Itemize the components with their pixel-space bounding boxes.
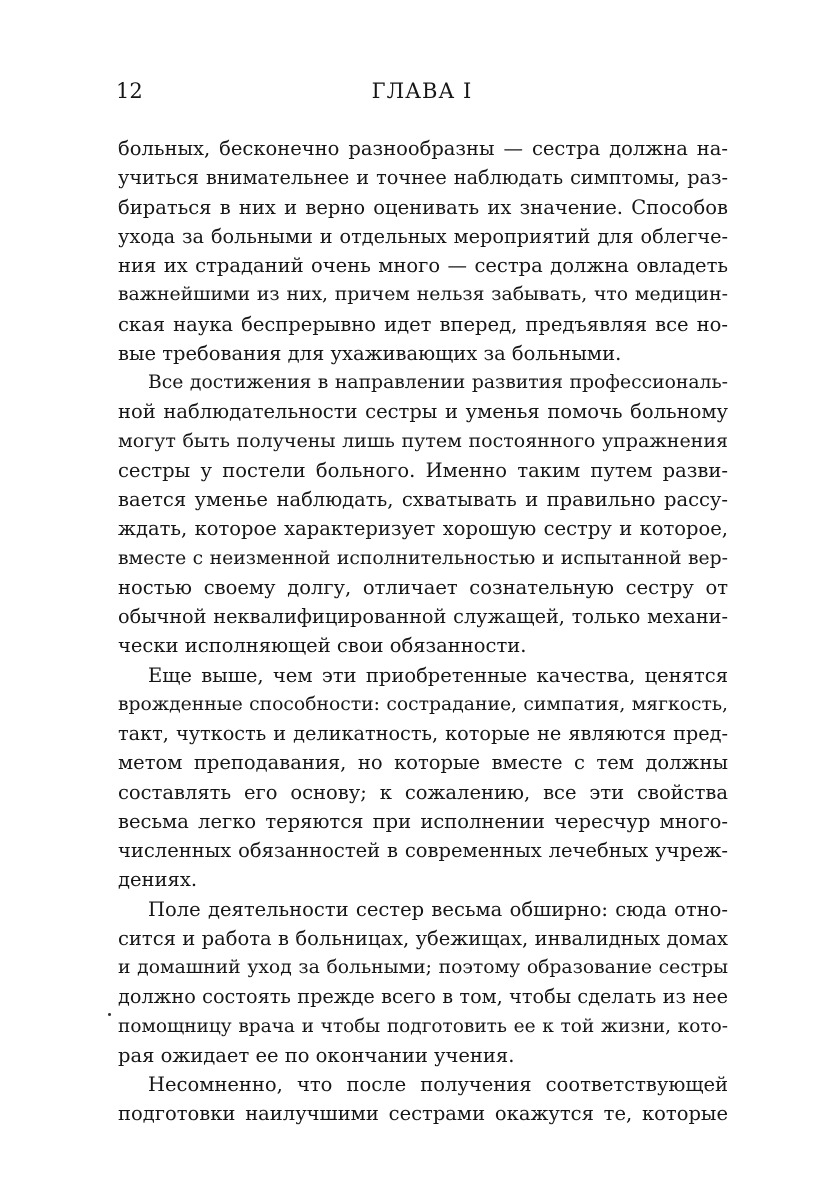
paragraph-5 — [118, 1070, 728, 1129]
text-line: больных, бесконечно разнообразны — сестра должна на- — [118, 137, 728, 160]
text-line: составлять его основу; к сожалению, все эти свойства — [118, 780, 728, 804]
running-head — [116, 79, 728, 105]
text-line: численных обязанностей в современных лечебных учреж- — [118, 839, 728, 862]
text-line: сестры у постели больного. Именно таким путем разви- — [118, 458, 728, 482]
text-line: ждать, которое характеризует хорошую сестру и которое, — [118, 517, 728, 541]
text-line: ухода за больными и отдельных мероприятий для облегче- — [118, 224, 728, 248]
text-line: врожденные способности: сострадание, симпатия, мягкость, — [118, 693, 728, 715]
text-line: рая ожидает ее по окончании учения. — [118, 1043, 515, 1067]
text-line: должно состоять прежде всего в том, чтобы сделать из нее — [118, 985, 728, 1009]
text-line: Все достижения в направлении развития профессиональ- — [148, 372, 728, 393]
text-line: Поле деятельности сестер весьма обширно: сюда отно- — [148, 897, 728, 921]
paragraph-1 — [118, 134, 728, 368]
text-line: вые требования для ухаживающих за больными. — [118, 341, 622, 365]
text-line: такт, чуткость и деликатность, которые не являются пред- — [118, 722, 728, 745]
text-line: учиться внимательнее и точнее наблюдать симптомы, раз- — [118, 166, 728, 190]
text-line: ния их страданий очень много — сестра должна овладеть — [118, 254, 728, 277]
paragraph-2 — [118, 368, 728, 661]
text-line: ной наблюдательности сестры и уменья помочь больному — [118, 400, 728, 424]
text-line: дениях. — [118, 868, 198, 892]
text-line: ностью своему долгу, отличает сознательную сестру от — [118, 575, 728, 599]
paragraph-3 — [118, 661, 728, 895]
chapter-title: ГЛАВА I — [371, 79, 473, 103]
text-line: Еще выше, чем эти приобретенные качества, ценятся — [148, 663, 728, 687]
text-line: вается уменье наблюдать, схватывать и правильно рассу- — [118, 488, 728, 511]
text-line: Несомненно, что после получения соответствующей — [148, 1073, 728, 1096]
text-line: ская наука беспрерывно идет вперед, предъявляя все но- — [118, 312, 728, 336]
text-line: чески исполняющей свои обязанности. — [118, 634, 527, 658]
text-line: вместе с неизменной исполнительностью и испытанной вер- — [118, 547, 728, 569]
text-line: весьма легко теряются при исполнении чересчур много- — [118, 809, 728, 833]
paragraph-4 — [118, 895, 728, 1071]
text-line: метом преподавания, но которые вместе с тем должны — [118, 751, 728, 775]
text-line: важнейшими из них, причем нельзя забывать, что медицин- — [118, 284, 728, 306]
text-line: сится и работа в больницах, убежищах, инвалидных домах — [118, 926, 728, 950]
text-line: бираться в них и верно оценивать их значение. Способов — [118, 195, 728, 219]
text-line: обычной неквалифицированной служащей, только механи- — [118, 605, 728, 628]
body-text — [118, 134, 728, 1129]
text-line: могут быть получены лишь путем постоянного упражнения — [118, 429, 728, 452]
text-line: подготовки наилучшими сестрами окажутся те, которые — [118, 1102, 728, 1126]
text-line: помощницу врача и чтобы подготовить ее к той жизни, кото- — [118, 1015, 728, 1037]
page-number: 12 — [116, 79, 143, 103]
text-line: и домашний уход за больными; поэтому образование сестры — [118, 957, 728, 978]
print-speck — [108, 1013, 111, 1016]
